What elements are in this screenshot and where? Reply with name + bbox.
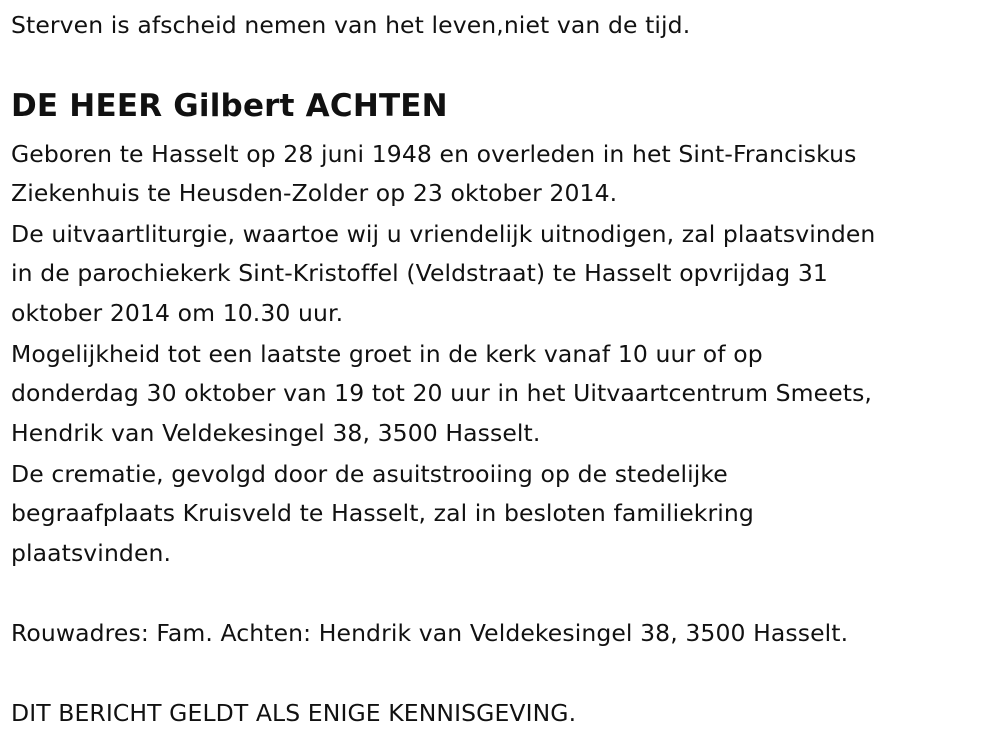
body-line: oktober 2014 om 10.30 uur. — [11, 299, 344, 327]
notice-statement: DIT BERICHT GELDT ALS ENIGE KENNISGEVING. — [11, 699, 577, 727]
body-line: Mogelijkheid tot een laatste groet in de kerk vanaf 10 uur of op — [11, 340, 763, 368]
body-line: Hendrik van Veldekesingel 38, 3500 Hasselt. — [11, 419, 541, 447]
body-line: De uitvaartliturgie, waartoe wij u vriendelijk uitnodigen, zal plaatsvinden — [11, 220, 876, 248]
body-line: plaatsvinden. — [11, 539, 172, 567]
deceased-name: DE HEER Gilbert ACHTEN — [11, 88, 448, 124]
body-line: in de parochiekerk Sint-Kristoffel (Veldstraat) te Hasselt opvrijdag 31 — [11, 259, 828, 287]
body-line: Geboren te Hasselt op 28 juni 1948 en overleden in het Sint-Franciskus — [11, 140, 857, 168]
body-line: begraafplaats Kruisveld te Hasselt, zal in besloten familiekring — [11, 499, 754, 527]
mourning-address: Rouwadres: Fam. Achten: Hendrik van Veldekesingel 38, 3500 Hasselt. — [11, 619, 849, 647]
body-line: De crematie, gevolgd door de asuitstrooiing op de stedelijke — [11, 460, 728, 488]
body-line: donderdag 30 oktober van 19 tot 20 uur in het Uitvaartcentrum Smeets, — [11, 379, 873, 407]
body-line: Ziekenhuis te Heusden-Zolder op 23 oktober 2014. — [11, 179, 618, 207]
motto-text: Sterven is afscheid nemen van het leven,niet van de tijd. — [11, 11, 691, 39]
